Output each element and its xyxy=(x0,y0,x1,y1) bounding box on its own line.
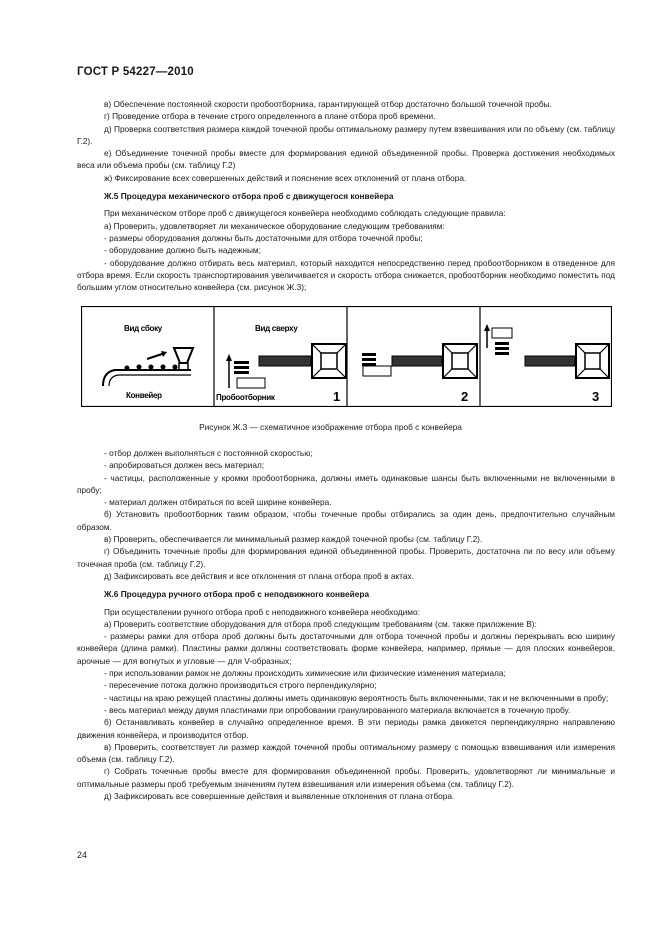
paragraph: д) Зафиксировать все действия и все отклонения от плана отбора проб в актах. xyxy=(104,570,414,581)
paragraph: а) Проверить соответствие оборудования для отбора проб следующим требованиям (см. также приложение В): xyxy=(104,618,537,629)
side-view-title: Вид сбоку xyxy=(124,324,162,333)
belt-strip-icon xyxy=(525,356,575,366)
top-view-panel-2 xyxy=(362,344,477,404)
document-header: ГОСТ Р 54227—2010 xyxy=(77,66,194,78)
paragraph: При механическом отборе проб с движущегося конвейера необходимо соблюдать следующие правила: xyxy=(104,208,506,219)
paragraph: е) Объединение точечной пробы вместе для формирования единой объединенной пробы. Проверка достижения необходимых веса или объема пробы (см. таблицу Г.2) xyxy=(77,148,615,171)
sampler-label: Пробоотборник xyxy=(216,393,275,402)
page-number: 24 xyxy=(77,850,88,860)
paragraph: - частицы, расположенные у кромки пробоотборника, должны иметь одинаковые шансы быть включенными не включенными в пробу; xyxy=(77,472,615,495)
conveyor-label: Конвейер xyxy=(126,391,162,400)
figure-number-3: 3 xyxy=(592,389,600,404)
paragraph: ж) Фиксирование всех совершенных действий и пояснение всех отклонений от плана отбора. xyxy=(104,172,467,183)
paragraph: д) Зафиксировать все совершенные действия и выявленные отклонения от плана отбора. xyxy=(104,791,455,802)
paragraph: - отбор должен выполняться с постоянной скоростью; xyxy=(104,448,313,458)
paragraph: - при использовании рамок не должны происходить химические или физические изменения материала; xyxy=(104,668,506,679)
top-view-panel-1 xyxy=(216,324,346,404)
paragraph: - частицы на краю режущей пластины должны иметь одинаковую вероятность быть включенными, так и не включенными в пробу; xyxy=(104,692,609,703)
section-heading: Ж.5 Процедура механического отбора проб с движущегося конвейера xyxy=(104,191,394,202)
paragraph: - материал должен отбираться по всей ширине конвейера. xyxy=(104,497,332,508)
paragraph: а) Проверить, удовлетворяет ли механическое оборудование следующим требованиям: xyxy=(104,220,445,231)
paragraph: - оборудование должно быть надежным; xyxy=(104,245,261,256)
hopper-icon xyxy=(174,348,193,363)
text-block-after-figure xyxy=(77,447,615,802)
paragraph: - оборудование должно отбирать весь материал, который находится непосредственно перед пробоотборником в отведенное для отбора время. Если скорость транспортирования увеличивается и скорость отбора снижается, пробоотборник необходимо поместить под большим углом относительно конвейера (см. рисунок Ж.3); xyxy=(77,257,615,293)
figure-number-2: 2 xyxy=(461,389,469,404)
section-heading: Ж.6 Процедура ручного отбора проб с неподвижного конвейера xyxy=(104,589,370,600)
paragraph: - размеры оборудования должны быть достаточными для отбора точечной пробы; xyxy=(104,232,423,243)
paragraph: - пересечение потока должно производиться строго перпендикулярно; xyxy=(104,680,377,691)
figure-caption: Рисунок Ж.3 — схематичное изображение отбора проб с конвейера xyxy=(199,422,462,432)
belt-strip-icon xyxy=(259,356,311,366)
sampler-icon xyxy=(237,378,265,388)
paragraph: в) Обеспечение постоянной скорости пробоотборника, гарантирующей отбор достаточно большой точечной пробы. xyxy=(104,99,552,109)
paragraph: При осуществлении ручного отбора проб с неподвижного конвейера необходимо: xyxy=(104,606,420,617)
top-view-title: Вид сверху xyxy=(255,324,298,333)
paragraph: - размеры рамки для отбора проб должны быть достаточными для отбора точечной пробы и должны перекрывать всю ширину конвейера (длина рамки). Пластины рамки должны соответствовать форме конвейера, например, прямые — для плоских конвейеров, арочные — для вогнутых и угловые — для V-образных; xyxy=(77,631,615,666)
top-view-panel-3 xyxy=(484,324,609,404)
figure-number-1: 1 xyxy=(333,389,341,404)
paragraph: - апробироваться должен весь материал; xyxy=(104,460,265,471)
paragraph: б) Установить пробоотборник таким образом, чтобы точечные пробы отбирались за один день, предпочтительно случайным образом. xyxy=(77,509,615,532)
paragraph: г) Объединить точечные пробы для формирования единой объединенной пробы. Проверить, достаточна ли по весу или объему точечная проба (см. таблицу Г.2). xyxy=(77,546,615,569)
conveyor-belt-icon xyxy=(103,370,191,386)
paragraph: - весь материал между двумя пластинами при опробовании гранулированного материала включается в точечную пробу. xyxy=(104,704,571,715)
paragraph: г) Собрать точечные пробы вместе для формирования объединенной пробы. Проверить, удовлетворяют ли минимальные и оптимальные размеры проб требуемым значениям путем взвешивания или измерения объема (см. таблицу Г.2). xyxy=(77,766,615,789)
paragraph: д) Проверка соответствия размера каждой точечной пробы оптимальному размеру путем взвешивания или по объему (см. таблицу Г.2). xyxy=(77,123,615,146)
side-view-panel xyxy=(103,324,193,400)
sampler-icon xyxy=(492,328,512,338)
belt-strip-icon xyxy=(392,356,442,366)
paragraph: б) Останавливать конвейер в случайно определенное время. В эти периоды рамка движется перпендикулярно направлению движения конвейера, и производится отбор. xyxy=(77,717,615,740)
sampler-icon xyxy=(363,366,391,376)
conveyor-sampling-figure xyxy=(81,306,612,407)
text-block-before-figure xyxy=(77,98,615,293)
paragraph: г) Проведение отбора в течение строго определенного в плане отбора проб времени. xyxy=(104,111,436,122)
paragraph: в) Проверить, обеспечивается ли минимальный размер каждой точечной пробы (см. таблицу Г.2). xyxy=(104,534,483,545)
paragraph: в) Проверить, соответствует ли размер каждой точечной пробы оптимальному размеру с помощью взвешивания или измерения объема (см. таблицу Г.2). xyxy=(77,741,615,765)
